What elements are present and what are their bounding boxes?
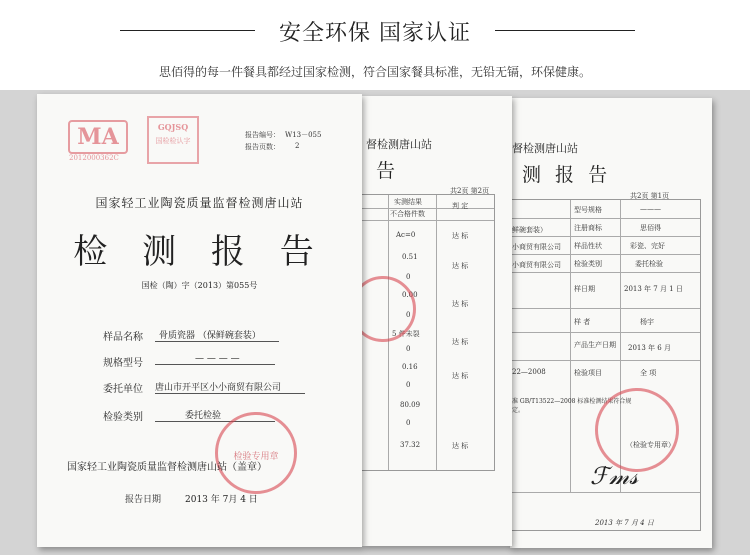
doc3-conclusion: （检验专用章） <box>626 441 675 449</box>
signature: ℱ𝓂𝓈 <box>590 462 639 490</box>
doc3-heading: 测 报 告 <box>522 164 612 186</box>
seal-text: 检验专用章 <box>233 452 279 462</box>
doc3-row-label: 型号规格 <box>574 206 602 214</box>
doc3-frag-8: 准 GB/T13522—2008 标准检测结果符合规定。 <box>512 398 632 414</box>
doc2-verdict: 达 标 <box>452 442 469 450</box>
report-ref: 国检（陶）字（2013）第055号 <box>141 281 258 290</box>
doc2-page: 共2页 第2页 <box>450 187 490 195</box>
report-cover <box>37 94 362 547</box>
gqjsq-text: GQJSQ <box>157 122 189 132</box>
doc3-row-label: 样品性状 <box>574 242 602 250</box>
doc2-verdict: 达 标 <box>452 300 469 308</box>
doc3-row-value: 2013 年 6 月 <box>628 344 671 352</box>
doc2-value: 80.09 <box>400 401 421 409</box>
report-heading: 检 测 报 告 <box>73 232 326 272</box>
section-title: 安全环保 国家认证 <box>279 21 471 46</box>
gqjsq-logo <box>147 116 199 164</box>
doc2-verdict: 达 标 <box>452 338 469 346</box>
footer-org: 国家轻工业陶瓷质量监督检测唐山站（盖章） <box>67 462 267 473</box>
red-seal <box>215 412 297 494</box>
field-value: 唐山市开平区小小商贸有限公司 <box>155 380 305 394</box>
pages-value: 2 <box>295 142 300 150</box>
doc3-row-value: 杨宇 <box>640 318 654 326</box>
page-header <box>0 0 750 90</box>
doc3-row-value: 彩瓷、完好 <box>630 242 665 250</box>
field-value: 委托检验 <box>155 408 275 422</box>
doc2-value: 0.16 <box>402 363 418 371</box>
doc3-row-value: 2013 年 7 月 1 日 <box>624 285 683 293</box>
doc2-verdict: 达 标 <box>452 262 469 270</box>
doc3-table <box>510 199 701 531</box>
field-value: — — — — <box>155 354 275 365</box>
doc3-row-label: 产品生产日期 <box>574 341 616 349</box>
field-label: 规格型号 <box>103 358 143 369</box>
red-seal <box>595 388 679 472</box>
doc3-row-label: 检验类别 <box>574 260 602 268</box>
field-label: 委托单位 <box>103 384 143 395</box>
pages-label: 报告页数： <box>245 143 280 151</box>
date-label: 报告日期 <box>125 495 162 505</box>
doc2-value: 37.32 <box>400 441 421 449</box>
doc3-frag-2: 小商贸有限公司 <box>512 243 561 251</box>
gqjsq-sub: 国检检认字 <box>155 137 191 145</box>
doc2-col-header: 判 定 <box>452 202 469 210</box>
doc3-row-value: ——— <box>640 205 661 213</box>
doc3-row-label: 检验项目 <box>574 369 602 377</box>
report-page-1 <box>510 98 712 548</box>
doc3-org: 督检测唐山站 <box>512 142 578 155</box>
doc3-row-label: 注册商标 <box>574 224 602 232</box>
doc2-value: 5 件未裂 <box>392 330 420 338</box>
doc3-row-value: 委托检验 <box>635 260 663 268</box>
doc3-frag-1: 鲜碗套装） <box>512 226 547 234</box>
field-label: 检验类别 <box>103 412 143 423</box>
ma-logo: MA <box>68 120 128 154</box>
issuing-org: 国家轻工业陶瓷质量监督检测唐山站 <box>95 196 304 210</box>
doc2-value: 0 <box>406 381 411 389</box>
doc2-value: 0 <box>406 311 411 319</box>
doc2-org: 督检测唐山站 <box>366 138 432 151</box>
doc3-row-label: 样 者 <box>574 318 591 326</box>
doc3-frag-3: 小商贸有限公司 <box>512 261 561 269</box>
section-subtitle: 思佰得的每一件餐具都经过国家检测，符合国家餐具标准，无铅无镉，环保健康。 <box>158 65 591 79</box>
doc2-verdict: 达 标 <box>452 232 469 240</box>
report-no: W13－055 <box>285 131 322 139</box>
doc2-verdict: 达 标 <box>452 372 469 380</box>
doc3-page: 共2页 第1页 <box>630 192 670 200</box>
ma-number: 2012000362C <box>69 154 119 162</box>
doc2-value: 0 <box>406 345 411 353</box>
doc2-heading: 告 <box>376 160 396 182</box>
doc2-col-header: 不合格件数 <box>390 210 425 218</box>
doc2-col-header: 实测结果 <box>394 198 422 206</box>
doc3-row-value: 全 项 <box>640 369 657 377</box>
doc2-value: 0 <box>406 273 411 281</box>
doc2-value: 0 <box>406 419 411 427</box>
doc3-row-label: 样日期 <box>574 285 595 293</box>
doc2-value: 0.00 <box>402 291 418 299</box>
doc2-value: Ac=0 <box>396 231 416 239</box>
doc3-sign-date: 2013 年 7 月 4 日 <box>595 519 654 527</box>
report-no-label: 报告编号： <box>245 131 280 139</box>
certificate-photo <box>0 90 750 555</box>
field-value: 骨质瓷器 （保鲜碗套装） <box>155 328 279 342</box>
field-label: 样品名称 <box>103 332 143 343</box>
report-date: 2013 年 7月 4 日 <box>185 495 258 505</box>
doc3-frag-7: 22—2008 <box>512 368 546 376</box>
doc3-row-value: 思佰得 <box>640 224 661 232</box>
report-page-2 <box>362 96 512 546</box>
doc2-value: 0.51 <box>402 253 418 261</box>
